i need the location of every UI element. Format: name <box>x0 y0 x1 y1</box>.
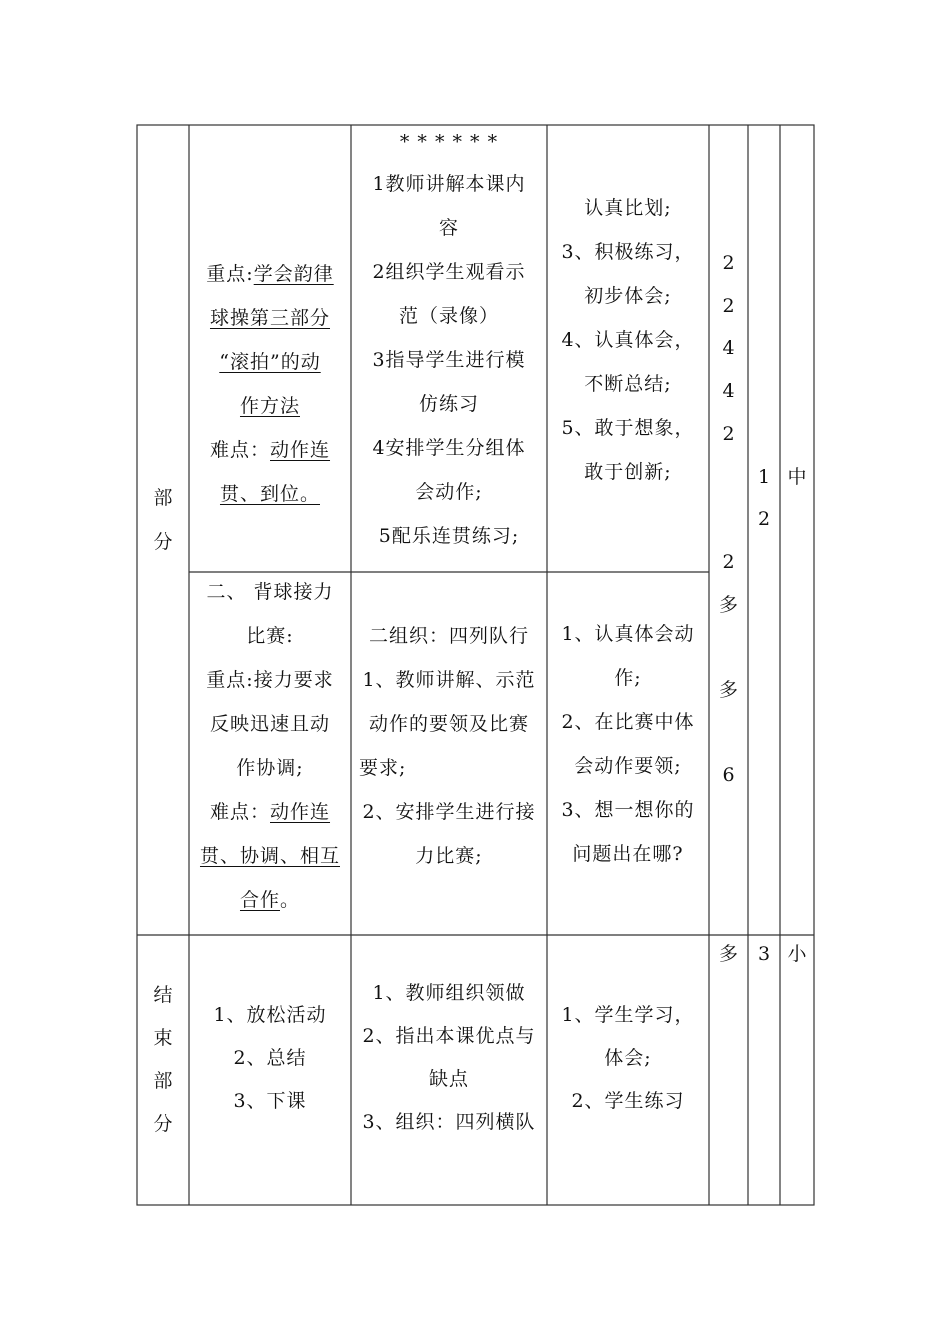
row3-teacher: 1、教师组织领做 2、指出本课优点与 缺点 3、组织：四列横队 <box>362 982 536 1133</box>
times-merged: 2 2 4 4 2 2 多 多 6 <box>718 252 738 787</box>
row1-student: 认真比划; 3、积极练习， 初步体会; 4、认真体会， 不断总结; 5、敢于想象， 敢于创新; <box>561 197 695 483</box>
row3-intensity: 小 <box>787 943 807 965</box>
section-label-end: 结 束 部 分 <box>153 984 173 1135</box>
row3-content: 1、放松活动 2、总结 3、下课 <box>213 1004 327 1112</box>
duration-merged: 1 2 <box>757 466 771 530</box>
row2-content: 二、 背球接力 比赛: 重点:接力要求 反映迅速且动 作协调; 难点：动作连 贯、协调、相互 合作。 <box>199 581 340 911</box>
row3-times: 多 <box>718 943 738 965</box>
row2-student: 1、认真体会动 作; 2、在比赛中体 会动作要领; 3、想一想你的 问题出在哪? <box>561 623 695 865</box>
row3-duration: 3 <box>757 943 771 965</box>
section-label-upper: 部 分 <box>153 487 173 553</box>
row3-student: 1、学生学习， 体会; 2、学生练习 <box>561 1004 695 1112</box>
row1-content: 重点:学会韵律 球操第三部分 “滚拍”的动 作方法 难点：动作连 贯、到位。 <box>206 263 334 505</box>
intensity-merged: 中 <box>787 466 807 488</box>
row2-teacher: 二组织：四列队行 1、教师讲解、示范 动作的要领及比赛 要求; 2、安排学生进行接 力比赛; <box>359 625 536 867</box>
row1-teacher: * * * * * * 1教师讲解本课内 容 2组织学生观看示 范（录像） 3指导学生进行模 仿练习 4安排学生分组体 会动作; 5配乐连贯练习; <box>372 131 526 547</box>
